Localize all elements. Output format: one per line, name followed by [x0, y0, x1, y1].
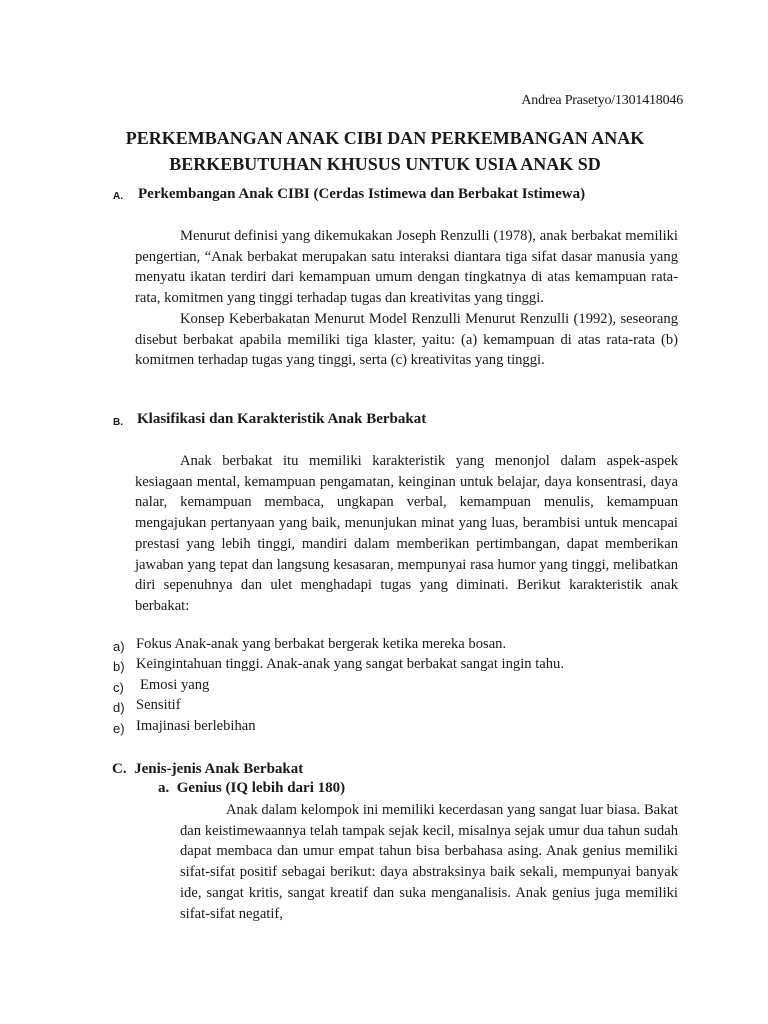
- list-item-text: Keingintahuan tinggi. Anak-anak yang sangat berbakat sangat ingin tahu.: [136, 656, 564, 672]
- list-item-letter: c): [113, 680, 124, 695]
- list-item-letter: a): [113, 639, 125, 654]
- section-c-body: [180, 800, 678, 924]
- section-a-paragraph-2: Konsep Keberbakatan Menurut Model Renzulli Menurut Renzulli (1992), seseorang disebut berbakat apabila memiliki tiga klaster, yaitu: (a) kemampuan di atas rata-rata (b) komitmen terhadap tugas yang tinggi, serta (c) kreativitas yang tinggi.: [135, 310, 678, 369]
- title-line-1: PERKEMBANGAN ANAK CIBI DAN PERKEMBANGAN ANAK: [125, 128, 645, 148]
- section-b-letter: B.: [113, 417, 123, 428]
- title-line-2: BERKEBUTUHAN KHUSUS UNTUK USIA ANAK SD: [169, 154, 601, 174]
- section-a-heading: Perkembangan Anak CIBI (Cerdas Istimewa dan Berbakat Istimewa): [138, 186, 586, 202]
- section-a-body: [135, 226, 678, 371]
- list-item-letter: e): [113, 721, 125, 736]
- document-title: [110, 125, 660, 177]
- list-item-text: Sensitif: [136, 697, 181, 713]
- list-item-text: Fokus Anak-anak yang berbakat bergerak ketika mereka bosan.: [136, 636, 507, 652]
- author-line: Andrea Prasetyo/1301418046: [521, 93, 683, 108]
- section-c-subheading: a. Genius (IQ lebih dari 180): [158, 780, 346, 796]
- list-item-text: Imajinasi berlebihan: [136, 718, 256, 734]
- section-a-paragraph-1: Menurut definisi yang dikemukakan Joseph Renzulli (1978), anak berbakat memiliki pengertian, “Anak berbakat merupakan satu interaksi diantara tiga sifat dasar manusia yang menyatu ikatan terdiri dari kemampuan umum dengan tingkatnya di atas kemampuan rata- rata, komitmen yang tinggi terhadap tugas dan kreativitas yang tinggi.: [135, 228, 678, 307]
- section-c-paragraph-1: Anak dalam kelompok ini memiliki kecerdasan yang sangat luar biasa. Bakat dan keistimewaannya telah tampak sejak kecil, misalnya sejak umur dua tahun sudah dapat membaca dan umur empat tahun bisa berbahasa asing. Anak genius memiliki sifat-sifat positif sebagai berikut: daya abstraksinya baik sekali, mempunyai banyak ide, sangat kritis, sangat kreatif dan suka menganalisis. Anak genius juga memiliki sifat-sifat negatif,: [180, 802, 678, 922]
- list-item-letter: b): [113, 659, 125, 674]
- section-b-paragraph-1: Anak berbakat itu memiliki karakteristik yang menonjol dalam aspek-aspek kesiagaan mental, kemampuan pengamatan, keinginan untuk belajar, daya konsentrasi, daya nalar, kemampuan membaca, ungkapan verbal, kemampuan menulis, kemampuan mengajukan pertanyaan yang baik, menunjukan minat yang luas, berambisi untuk mencapai prestasi yang lebih tinggi, mandiri dalam memberikan pertimbangan, dapat memberikan jawaban yang tepat dan langsung kesasaran, mempunyai rasa humor yang tinggi, melibatkan diri sepenuhnya dan ulet menghadapi tugas yang diminati. Berikut karakteristik anak berbakat:: [135, 453, 678, 614]
- list-item-letter: d): [113, 700, 125, 715]
- section-c-heading: C. Jenis-jenis Anak Berbakat: [112, 761, 304, 777]
- section-b-heading: Klasifikasi dan Karakteristik Anak Berbakat: [137, 411, 427, 427]
- section-b-body: [135, 451, 678, 617]
- section-a-letter: A.: [113, 191, 123, 202]
- list-item-text: Emosi yang: [140, 677, 210, 693]
